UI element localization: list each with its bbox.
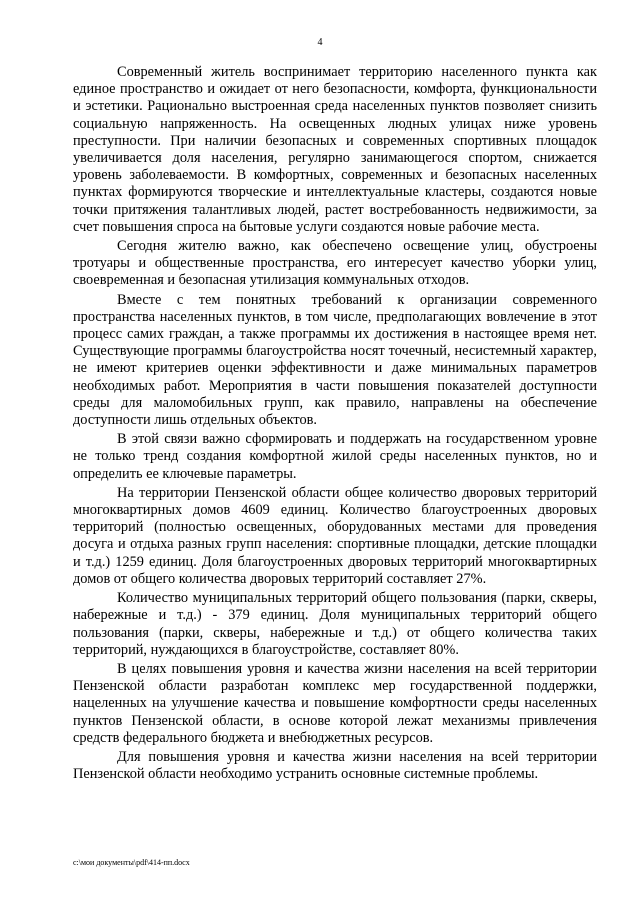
paragraph: Сегодня жителю важно, как обеспечено освещение улиц, обустроены тротуары и общественные пространства, его интересует качество уборки улиц, своевременная и безопасная утилизация коммунальных отходов. — [73, 238, 597, 289]
footer-file-path: c:\мои документы\pdf\414-пп.docx — [73, 858, 190, 867]
paragraph: В этой связи важно сформировать и поддержать на государственном уровне не только тренд создания комфортной жилой среды населенных пунктов, но и определить ее ключевые параметры. — [73, 431, 597, 482]
paragraph: Количество муниципальных территорий общего пользования (парки, скверы, набережные и т.д.) - 379 единиц. Доля муниципальных территорий общего пользования (парки, скверы, набережные и т.д.) от общего количества таких территорий, нуждающихся в благоустройстве, составляет 80%. — [73, 590, 597, 658]
paragraph: Вместе с тем понятных требований к организации современного пространства населенных пунктов, в том числе, предполагающих вовлечение в этот процесс самих граждан, а также программы их достижения в настоящее время нет. Существующие программы благоустройства носят точечный, несистемный характер, не имеют критериев оценки эффективности и даже минимальных параметров необходимых работ. Мероприятия в части повышения показателей доступности среды для маломобильных групп, как правило, направлены на обеспечение доступности лишь отдельных объектов. — [73, 291, 597, 429]
page-number: 4 — [317, 37, 323, 48]
paragraph: В целях повышения уровня и качества жизни населения на всей территории Пензенской области разработан комплекс мер государственной поддержки, нацеленных на улучшение качества и повышение комфортности среды населенных пунктов Пензенской области, в основе которой лежат механизмы привлечения средств федерального бюджета и внебюджетных ресурсов. — [73, 660, 597, 746]
document-body — [73, 64, 597, 785]
paragraph: Для повышения уровня и качества жизни населения на всей территории Пензенской области необходимо устранить основные системные проблемы. — [73, 748, 597, 783]
paragraph: На территории Пензенской области общее количество дворовых территорий многоквартирных домов 4609 единиц. Количество благоустроенных дворовых территорий (полностью освещенных, оборудованных местами для проведения досуга и отдыха разных групп населения: спортивные площадки, детские площадки и т.д.) 1259 единиц. Доля благоустроенных дворовых территорий многоквартирных домов от общего количества дворовых территорий составляет 27%. — [73, 484, 597, 587]
paragraph: Современный житель воспринимает территорию населенного пункта как единое пространство и ожидает от него безопасности, комфорта, функциональности и эстетики. Рационально выстроенная среда населенных пунктов позволяет снизить социальную напряженность. На освещенных людных улицах ниже уровень преступности. При наличии безопасных и современных спортивных площадок увеличивается доля населения, регулярно занимающегося спортом, снижается уровень заболеваемости. В комфортных, современных и безопасных населенных пунктах формируются творческие и интеллектуальные кластеры, создаются новые точки притяжения талантливых людей, растет востребованность недвижимости, за счет повышения спроса на бытовые услуги создаются новые рабочие места. — [73, 64, 597, 235]
